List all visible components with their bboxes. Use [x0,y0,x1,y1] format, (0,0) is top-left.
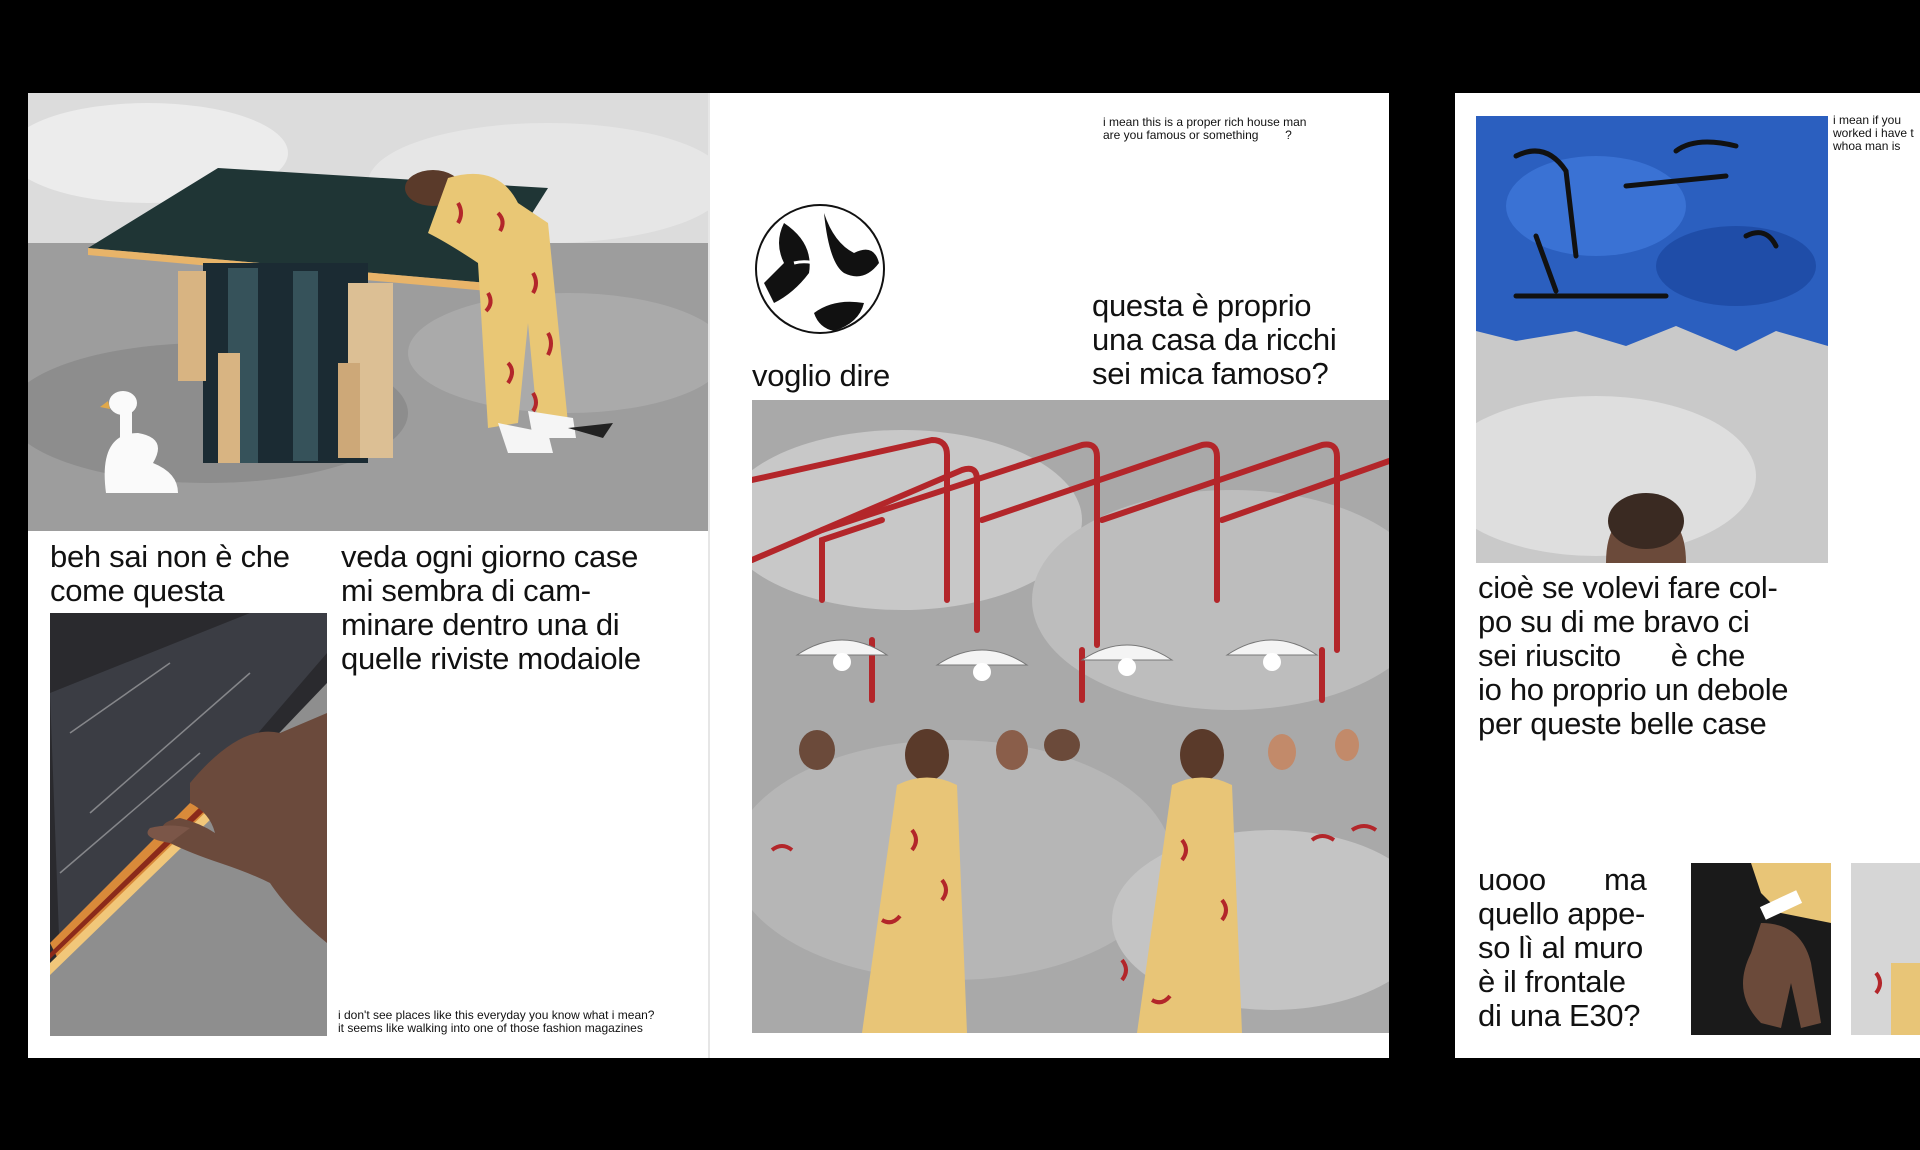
spread-gutter [708,93,710,1058]
text-voglio-dire: voglio dire [752,358,891,393]
sleeve-illustration [1691,863,1831,1035]
illustration-hand-panel [50,613,327,1036]
illustration-table-panel [28,93,708,531]
text-cioe-se-volevi: cioè se volevi fare col- po su di me bravo ci sei riuscito è che io ho proprio un debole per queste belle case [1478,570,1789,741]
tree-icon [754,203,886,335]
text-veda-ogni-giorno: veda ogni giorno case mi sembra di cam- minare dentro una di quelle riviste modaiole [341,539,641,676]
illustration-sleeve-panel [1691,863,1831,1035]
text-uooo-ma: uooo ma quello appe- so lì al muro è il frontale di una E30? [1478,862,1647,1033]
text-beh-sai: beh sai non è che come questa [50,539,290,608]
illustration-blue-wall-panel [1476,116,1828,563]
cropped-illustration [1851,863,1920,1035]
magazine-spread [28,93,1389,1058]
blue-wall-illustration [1476,116,1828,563]
text-questa-e-proprio: questa è proprio una casa da ricchi sei mica famoso? [1092,288,1337,391]
lamps-illustration [752,400,1389,1033]
magazine-right-page [1455,93,1920,1058]
illustration-lamps-panel [752,400,1389,1033]
translation-left: i don't see places like this everyday you know what i mean? it seems like walking into one of those fashion magazines [338,1008,655,1035]
translation-right-top: i mean if you worked i have t whoa man is [1833,113,1914,153]
table-illustration [28,93,708,531]
tree-circle-emblem [754,203,886,335]
hand-illustration [50,613,327,1036]
translation-mid-top: i mean this is a proper rich house man are you famous or something ? [1103,115,1307,142]
illustration-cropped-panel [1851,863,1920,1035]
